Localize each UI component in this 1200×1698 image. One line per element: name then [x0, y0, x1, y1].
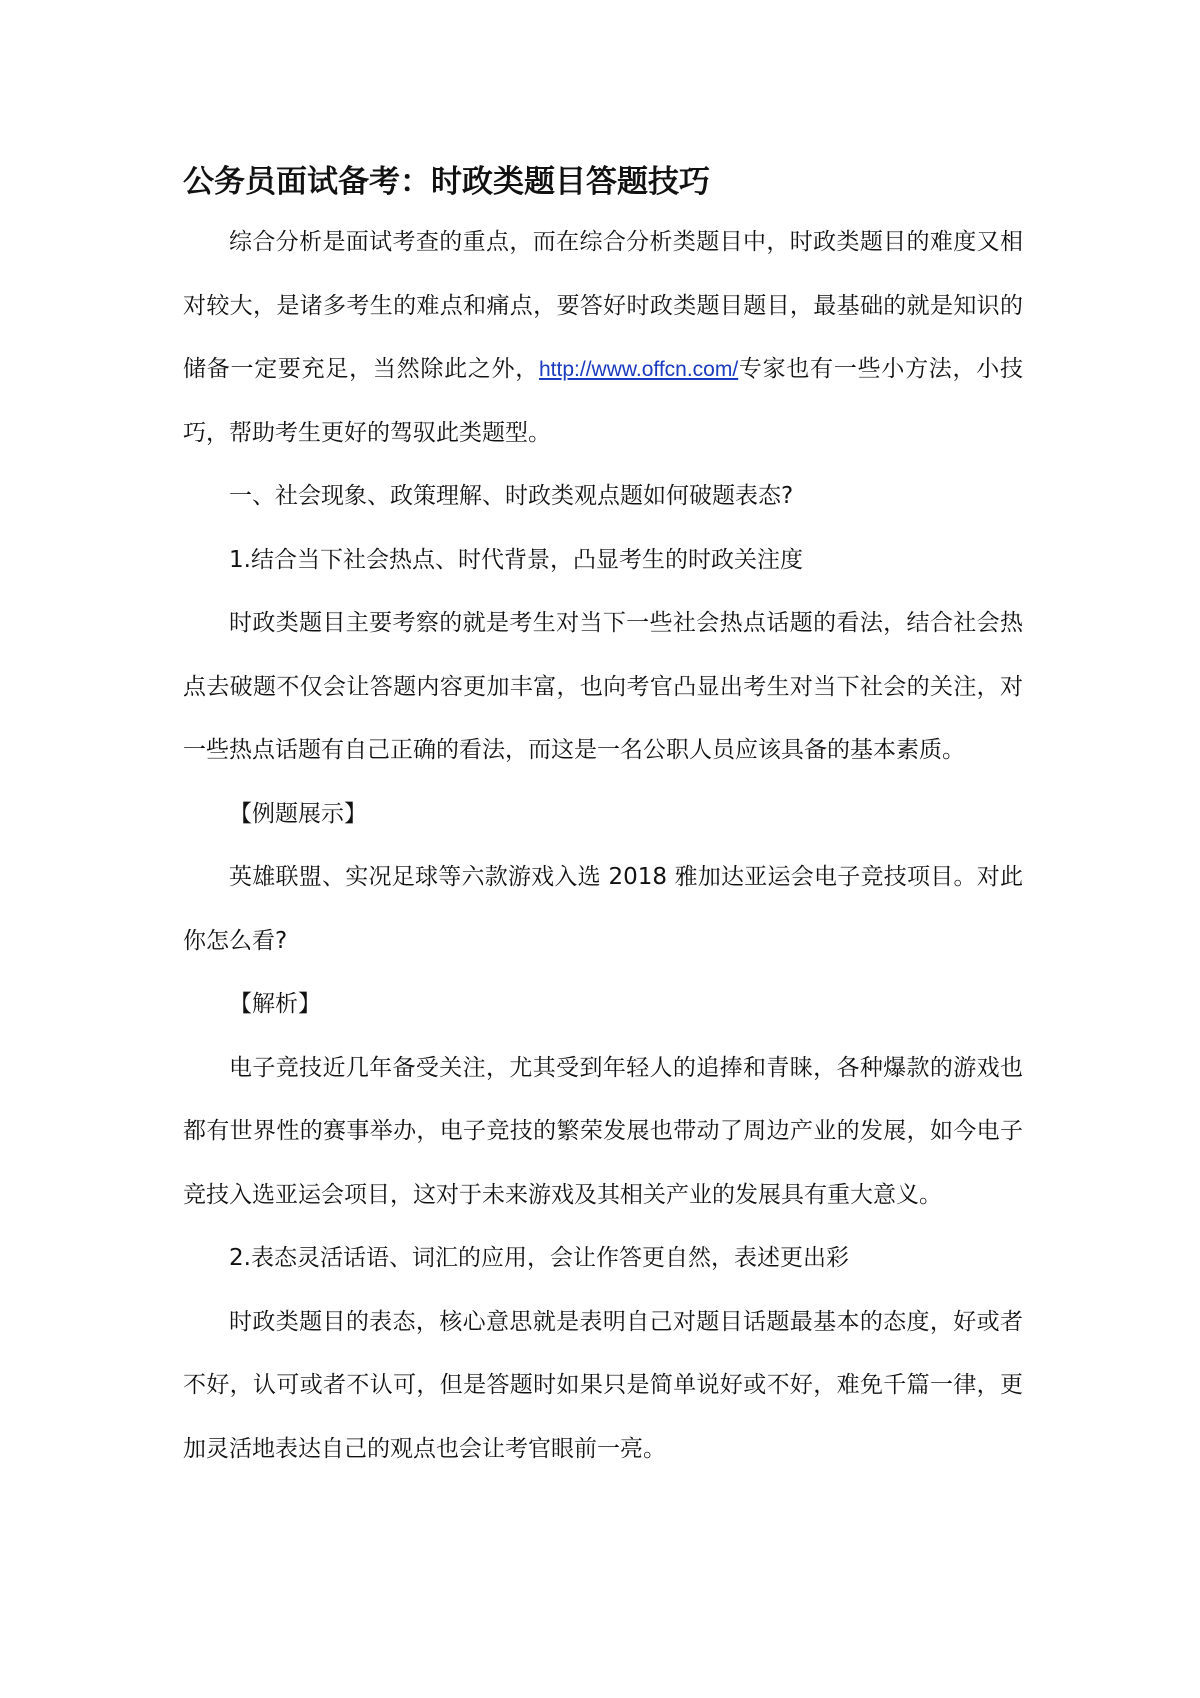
point1-body: 时政类题目主要考察的就是考生对当下一些社会热点话题的看法，结合社会热点去破题不仅会让答题内容更加丰富，也向考官凸显出考生对当下社会的关注，对一些热点话题有自己正确的看法，而这是一名公职人员应该具备的基本素质。	[183, 610, 1023, 763]
example-label: 【例题展示】	[229, 800, 367, 827]
intro-text-after-link: 专家也有一些小方法，小技巧，帮助考生更好的驾驭此类题型。	[183, 356, 1024, 446]
analysis-text: 电子竞技近几年备受关注，尤其受到年轻人的追捧和青睐，各种爆款的游戏也都有世界性的赛事举办，电子竞技的繁荣发展也带动了周边产业的发展，如今电子竞技入选亚运会项目，这对于未来游戏及其相关产业的发展具有重大意义。	[183, 1054, 1023, 1208]
section1-heading: 一、社会现象、政策理解、时政类观点题如何破题表态?	[229, 483, 794, 509]
offcn-link[interactable]: http://www.offcn.com/	[539, 358, 739, 381]
intro-paragraph	[183, 211, 1023, 465]
intro-text-before-link: 综合分析是面试考查的重点，而在综合分析类题目中，时政类题目的难度又相对较大，是诸多考生的难点和痛点，要答好时政类题目题目，最基础的就是知识的储备一定要充足，当然除此之外，	[183, 229, 1023, 382]
document-title: 公务员面试备考：时政类题目答题技巧	[183, 164, 710, 200]
point1-heading: 1.结合当下社会热点、时代背景，凸显考生的时政关注度	[229, 546, 803, 573]
example-text: 英雄联盟、实况足球等六款游戏入选 2018 雅加达亚运会电子竞技项目。对此你怎么看?	[183, 864, 1023, 954]
analysis-label: 【解析】	[229, 991, 321, 1017]
document-page	[183, 150, 1023, 1481]
point2-heading: 2.表态灵活话语、词汇的应用，会让作答更自然，表述更出彩	[229, 1245, 849, 1271]
point2-body: 时政类题目的表态，核心意思就是表明自己对题目话题最基本的态度，好或者不好，认可或者不认可，但是答题时如果只是简单说好或不好，难免千篇一律，更加灵活地表达自己的观点也会让考官眼前一亮。	[183, 1308, 1023, 1462]
